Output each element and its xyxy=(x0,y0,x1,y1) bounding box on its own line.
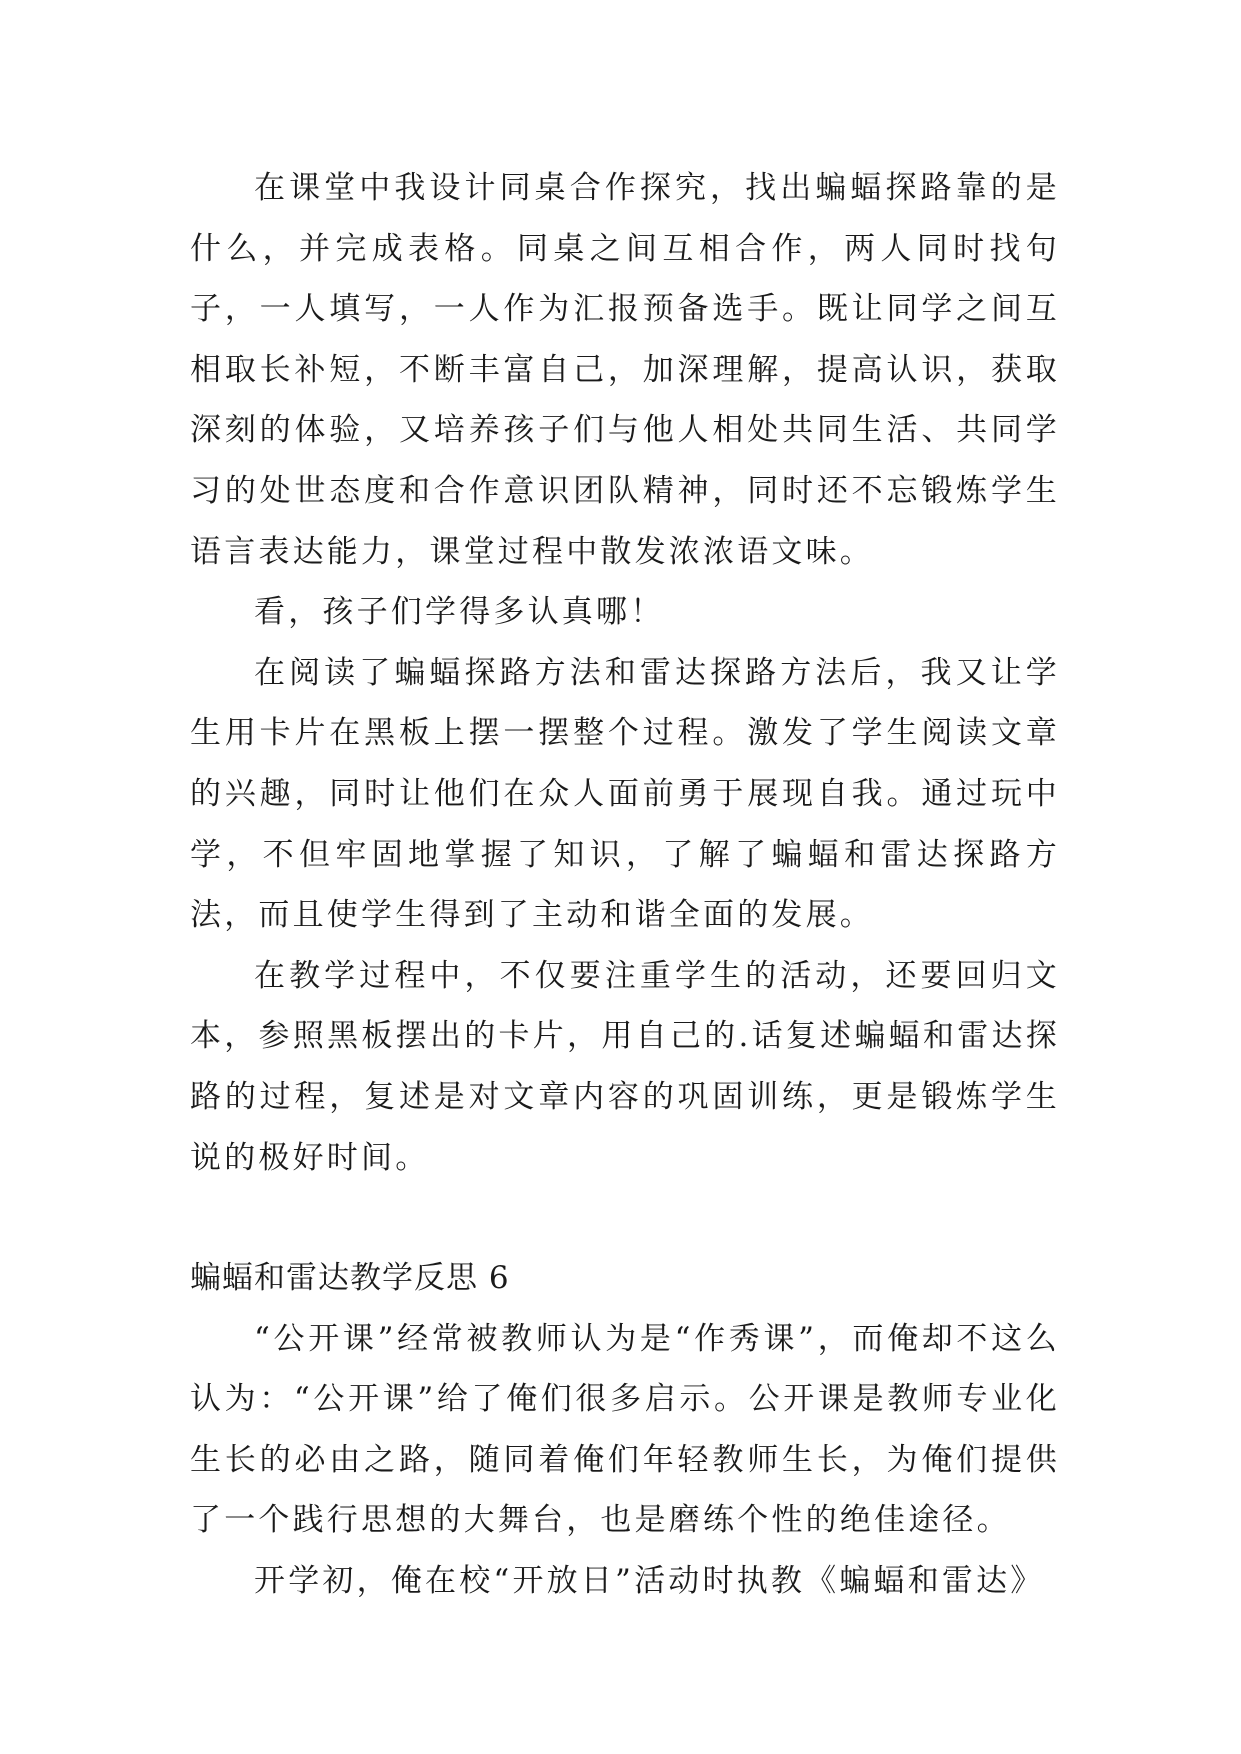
paragraph-look-children: 看，孩子们学得多认真哪！ xyxy=(254,594,665,631)
paragraph-public-lesson: “公开课”经常被教师认为是“作秀课”，而俺却不这么认为：“公开课”给了俺们很多启示。公开课是教师专业化生长的必由之路，随同着俺们年轻教师生长，为俺们提供了一个践行思想的大舞台，也是磨练个性的绝佳途径。 xyxy=(190,1320,1060,1539)
section-spacer xyxy=(190,1188,1060,1248)
paragraph-card-activity: 在阅读了蝙蝠探路方法和雷达探路方法后，我又让学生用卡片在黑板上摆一摆整个过程。激发了学生阅读文章的兴趣，同时让他们在众人面前勇于展现自我。通过玩中学，不但牢固地掌握了知识，了解了蝙蝠和雷达探路方法，而且使学生得到了主动和谐全面的发展。 xyxy=(190,654,1060,934)
document-body xyxy=(190,158,1060,1612)
paragraph-open-day: 开学初，俺在校“开放日”活动时执教《蝙蝠和雷达》 xyxy=(254,1563,1045,1600)
section-heading: 蝙蝠和雷达教学反思 6 xyxy=(190,1260,510,1297)
paragraph-retell-text: 在教学过程中，不仅要注重学生的活动，还要回归文本，参照黑板摆出的卡片，用自己的.话复述蝙蝠和雷达探路的过程，复述是对文章内容的巩固训练，更是锻炼学生说的极好时间。 xyxy=(190,957,1060,1176)
paragraph-group-work: 在课堂中我设计同桌合作探究，找出蝙蝠探路靠的是什么，并完成表格。同桌之间互相合作，两人同时找句子，一人填写，一人作为汇报预备选手。既让同学之间互相取长补短，不断丰富自己，加深理解，提高认识，获取深刻的体验，又培养孩子们与他人相处共同生活、共同学习的处世态度和合作意识团队精神，同时还不忘锻炼学生语言表达能力，课堂过程中散发浓浓语文味。 xyxy=(190,170,1060,570)
